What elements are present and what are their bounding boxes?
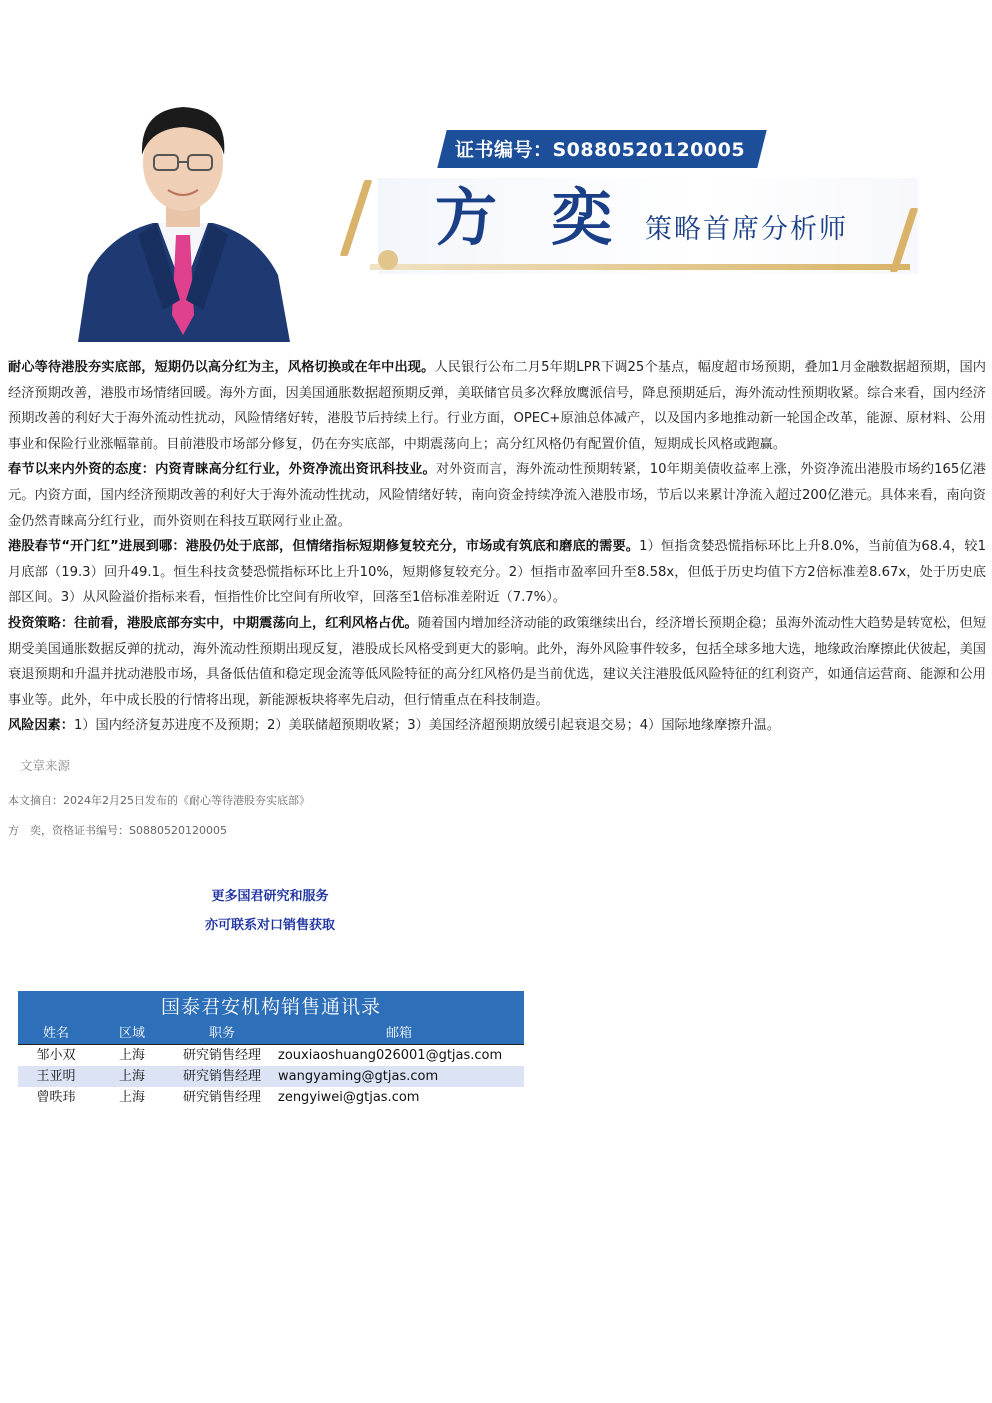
paragraph-heading: 投资策略：往前看，港股底部夯实中，中期震荡向上，红利风格占优。 xyxy=(8,615,418,631)
contacts-header-row xyxy=(18,1023,524,1045)
contact-name: 曾昳玮 xyxy=(36,1090,76,1105)
contact-email[interactable]: zengyiwei@gtjas.com xyxy=(278,1090,420,1105)
sales-contacts-table xyxy=(18,991,524,1108)
paragraph-text: 1）国内经济复苏进度不及预期；2）美联储超预期收紧；3）美国经济超预期放缓引起衰退交易；4）国际地缘摩擦升温。 xyxy=(73,718,781,734)
contact-role: 研究销售经理 xyxy=(182,1069,261,1084)
paragraph-heading: 春节以来内外资的态度：内资青睐高分红行业，外资净流出资讯科技业。 xyxy=(8,462,436,478)
paragraph-text: 1）恒指贪婪恐慌指标环比上升8.0%，当前值为68.4，较1月底部（19.3）回升49.1。恒生科技贪婪恐慌指标环比上升10%，短期修复较充分。2）恒指市盈率回升至8.58x，但低于历史均值下方2倍标准差8.67x，处于历史底部区间。3）从风险溢价指标来看，恒指性价比空间有所收窄，回落至1倍标准差附近（7.7%）。 xyxy=(8,539,986,606)
gold-accent-left xyxy=(340,180,373,256)
paragraph-text: 随着国内增加经济动能的政策继续出台，经济增长预期企稳；虽海外流动性大趋势是转宽松，但短期受美国通胀数据反弹的扰动，海外流动性预期出现反复，港股成长风格受到更大的影响。此外，海外风险事件较多，包括全球多地大选，地缘政治摩擦此伏彼起，美国衰退预期和升温并扰动港股市场，具备低估值和稳定现金流等低风险特征的高分红风格仍是当前优选，建议关注港股低风险特征的红利资产，如通信运营商、能源和公用事业等。此外，年中成长股的行情将出现，新能源板块将率先启动，但行情重点在科技制造。 xyxy=(8,615,987,708)
contact-role: 研究销售经理 xyxy=(182,1048,261,1063)
contacts-title: 国泰君安机构销售通讯录 xyxy=(18,991,524,1023)
paragraph-outlook xyxy=(8,355,986,457)
paragraph-heading: 风险因素： xyxy=(8,718,74,734)
paragraph-fund-flows xyxy=(8,457,986,534)
header-region: 区域 xyxy=(118,1026,145,1041)
gold-dot xyxy=(378,250,398,270)
cert-number-label: 证书编号：S0880520120005 xyxy=(455,139,746,161)
analyst-name: 方 奕 xyxy=(435,181,629,254)
paragraph-heading: 港股春节“开门红”进展到哪：港股仍处于底部，但情绪指标短期修复较充分，市场或有筑底和磨底的需要。 xyxy=(8,539,640,555)
paragraph-heading: 耐心等待港股夯实底部，短期仍以高分红为主，风格切换或在年中出现。 xyxy=(8,360,435,375)
article-body xyxy=(8,355,986,739)
table-row xyxy=(18,1087,524,1108)
table-row xyxy=(18,1066,524,1087)
paragraph-text: 对外资而言，海外流动性预期转紧，10年期美债收益率上涨，外资净流出港股市场约165亿港元。内资方面，国内经济预期改善的利好大于海外流动性扰动，风险情绪好转，南向资金持续净流入港股市场，节后以来累计净流入超过200亿港元。具体来看，南向资金仍然青睐高分红行业，而外资则在科技互联网行业止盈。 xyxy=(8,462,986,529)
paragraph-risks xyxy=(8,713,986,739)
header-role: 职务 xyxy=(208,1026,235,1041)
analyst-banner xyxy=(60,70,940,342)
excerpt-line: 本文摘自：2024年2月25日发布的《耐心等待港股夯实底部》 xyxy=(8,794,310,807)
header-email: 邮箱 xyxy=(385,1026,412,1041)
contact-region: 上海 xyxy=(118,1069,145,1084)
source-label: 文章来源 xyxy=(20,758,71,773)
analyst-portrait-icon xyxy=(68,85,298,342)
more-research-line: 更多国君研究和服务 xyxy=(211,889,329,904)
contact-sales-line: 亦可联系对口销售获取 xyxy=(204,918,335,933)
contact-email[interactable]: zouxiaoshuang026001@gtjas.com xyxy=(278,1048,503,1063)
analyst-cert-line: 方 奕，资格证书编号：S0880520120005 xyxy=(8,824,227,837)
paragraph-strategy xyxy=(8,611,986,713)
analyst-photo xyxy=(68,85,298,342)
paragraph-text: 人民银行公布二月5年期LPR下调25个基点，幅度超市场预期，叠加1月金融数据超预期，国内经济预期改善，港股市场情绪回暖。海外方面，因美国通胀数据超预期反弹，美联储官员多次释放鹰派信号，降息预期延后，海外流动性预期收紧。综合来看，国内经济预期改善的利好大于海外流动性扰动，风险情绪好转，港股节后持续上行。行业方面，OPEC+原油总体减产，以及国内多地推动新一轮国企改革，能源、原材料、公用事业和保险行业涨幅靠前。目前港股市场部分修复，仍在夯实底部，中期震荡向上；高分红风格仍有配置价值，短期成长风格或跑赢。 xyxy=(8,360,986,452)
contact-name: 邹小双 xyxy=(36,1048,76,1063)
gold-accent-bottom xyxy=(370,264,910,270)
contact-region: 上海 xyxy=(118,1048,145,1063)
table-row xyxy=(18,1045,524,1066)
contact-name: 王亚明 xyxy=(36,1069,76,1084)
header-name: 姓名 xyxy=(42,1026,69,1041)
paragraph-sentiment xyxy=(8,534,986,611)
contact-region: 上海 xyxy=(118,1090,145,1105)
contact-role: 研究销售经理 xyxy=(182,1090,261,1105)
contact-email[interactable]: wangyaming@gtjas.com xyxy=(278,1069,439,1084)
analyst-title: 策略首席分析师 xyxy=(645,214,848,245)
